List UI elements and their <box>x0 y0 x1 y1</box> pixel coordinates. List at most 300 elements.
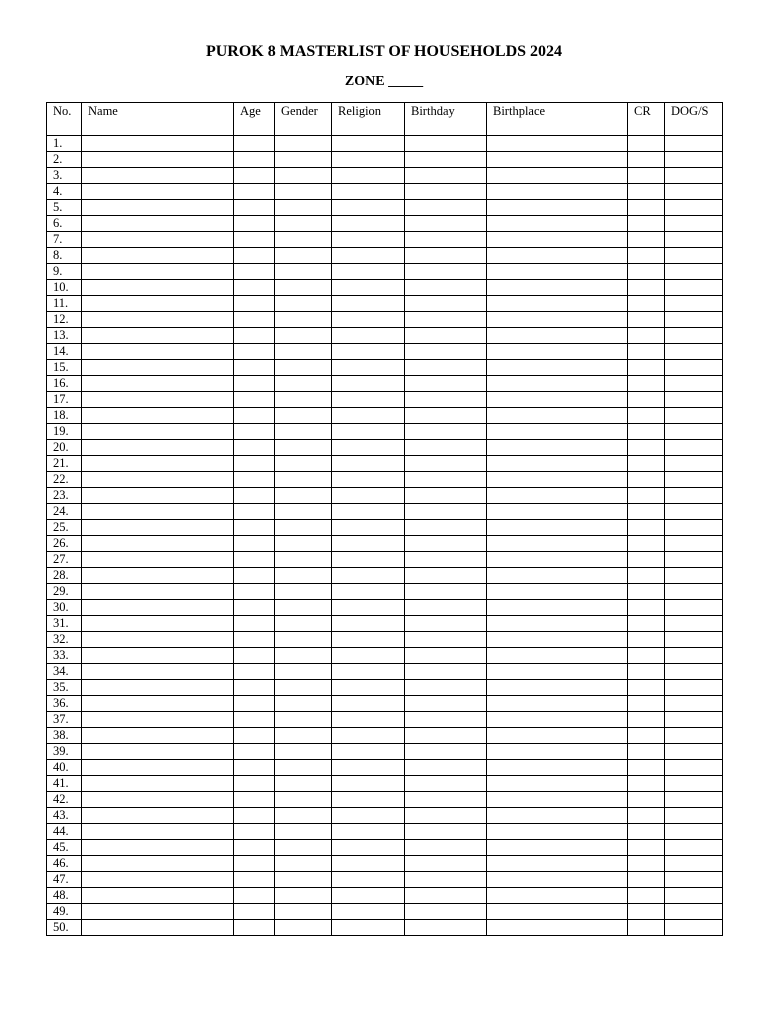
cell-birthday <box>405 792 487 808</box>
cell-name <box>82 344 234 360</box>
cell-cr <box>628 648 665 664</box>
cell-name <box>82 488 234 504</box>
cell-religion <box>332 552 405 568</box>
cell-birthplace <box>487 664 628 680</box>
cell-name <box>82 840 234 856</box>
cell-age <box>234 584 275 600</box>
cell-dogs <box>665 680 723 696</box>
table-row <box>47 696 723 712</box>
cell-age <box>234 488 275 504</box>
cell-gender <box>275 376 332 392</box>
cell-cr <box>628 376 665 392</box>
cell-birthplace <box>487 824 628 840</box>
cell-age <box>234 424 275 440</box>
table-row <box>47 664 723 680</box>
table-row <box>47 360 723 376</box>
cell-cr <box>628 856 665 872</box>
table-row <box>47 632 723 648</box>
cell-birthday <box>405 472 487 488</box>
cell-gender <box>275 536 332 552</box>
cell-name <box>82 616 234 632</box>
row-number: 6. <box>47 216 82 232</box>
cell-age <box>234 792 275 808</box>
cell-birthplace <box>487 728 628 744</box>
table-row <box>47 760 723 776</box>
cell-name <box>82 568 234 584</box>
cell-cr <box>628 392 665 408</box>
cell-cr <box>628 408 665 424</box>
cell-birthplace <box>487 744 628 760</box>
cell-name <box>82 760 234 776</box>
cell-birthday <box>405 616 487 632</box>
cell-religion <box>332 616 405 632</box>
cell-gender <box>275 152 332 168</box>
cell-name <box>82 584 234 600</box>
cell-cr <box>628 360 665 376</box>
cell-birthday <box>405 680 487 696</box>
table-row <box>47 728 723 744</box>
cell-age <box>234 520 275 536</box>
cell-birthplace <box>487 504 628 520</box>
table-row <box>47 856 723 872</box>
cell-gender <box>275 920 332 936</box>
cell-religion <box>332 856 405 872</box>
row-number: 8. <box>47 248 82 264</box>
cell-religion <box>332 728 405 744</box>
cell-birthday <box>405 520 487 536</box>
cell-gender <box>275 392 332 408</box>
row-number: 31. <box>47 616 82 632</box>
table-row <box>47 408 723 424</box>
cell-gender <box>275 488 332 504</box>
cell-birthday <box>405 440 487 456</box>
table-row <box>47 744 723 760</box>
cell-age <box>234 168 275 184</box>
cell-gender <box>275 888 332 904</box>
table-row <box>47 888 723 904</box>
cell-birthday <box>405 360 487 376</box>
cell-gender <box>275 520 332 536</box>
cell-religion <box>332 216 405 232</box>
cell-birthplace <box>487 216 628 232</box>
cell-birthplace <box>487 840 628 856</box>
cell-birthday <box>405 696 487 712</box>
cell-dogs <box>665 488 723 504</box>
table-header-row <box>47 103 723 136</box>
cell-religion <box>332 808 405 824</box>
cell-birthday <box>405 280 487 296</box>
cell-dogs <box>665 568 723 584</box>
cell-birthplace <box>487 328 628 344</box>
cell-dogs <box>665 136 723 152</box>
cell-cr <box>628 200 665 216</box>
cell-cr <box>628 680 665 696</box>
cell-name <box>82 136 234 152</box>
cell-birthday <box>405 904 487 920</box>
row-number: 3. <box>47 168 82 184</box>
cell-birthplace <box>487 904 628 920</box>
cell-gender <box>275 712 332 728</box>
household-masterlist-table <box>46 102 723 936</box>
cell-birthplace <box>487 312 628 328</box>
cell-religion <box>332 744 405 760</box>
cell-religion <box>332 296 405 312</box>
cell-name <box>82 808 234 824</box>
cell-name <box>82 856 234 872</box>
cell-birthday <box>405 184 487 200</box>
table-row <box>47 472 723 488</box>
cell-birthday <box>405 728 487 744</box>
header-religion: Religion <box>332 103 405 136</box>
cell-birthplace <box>487 680 628 696</box>
cell-dogs <box>665 424 723 440</box>
cell-religion <box>332 344 405 360</box>
table-row <box>47 680 723 696</box>
cell-cr <box>628 520 665 536</box>
cell-dogs <box>665 600 723 616</box>
cell-gender <box>275 136 332 152</box>
cell-birthplace <box>487 424 628 440</box>
cell-age <box>234 744 275 760</box>
cell-gender <box>275 296 332 312</box>
table-row <box>47 232 723 248</box>
cell-gender <box>275 680 332 696</box>
cell-birthday <box>405 600 487 616</box>
cell-birthplace <box>487 280 628 296</box>
cell-birthplace <box>487 600 628 616</box>
table-row <box>47 312 723 328</box>
cell-birthday <box>405 888 487 904</box>
cell-age <box>234 264 275 280</box>
cell-birthday <box>405 920 487 936</box>
cell-cr <box>628 824 665 840</box>
cell-age <box>234 920 275 936</box>
cell-dogs <box>665 776 723 792</box>
cell-cr <box>628 328 665 344</box>
cell-religion <box>332 328 405 344</box>
cell-dogs <box>665 552 723 568</box>
cell-dogs <box>665 904 723 920</box>
cell-gender <box>275 600 332 616</box>
cell-dogs <box>665 472 723 488</box>
table-row <box>47 648 723 664</box>
cell-gender <box>275 424 332 440</box>
cell-dogs <box>665 584 723 600</box>
cell-name <box>82 248 234 264</box>
table-row <box>47 264 723 280</box>
cell-birthplace <box>487 696 628 712</box>
cell-cr <box>628 632 665 648</box>
cell-birthday <box>405 488 487 504</box>
cell-name <box>82 392 234 408</box>
header-birthplace: Birthplace <box>487 103 628 136</box>
cell-age <box>234 776 275 792</box>
cell-age <box>234 872 275 888</box>
table-row <box>47 616 723 632</box>
cell-religion <box>332 456 405 472</box>
cell-cr <box>628 552 665 568</box>
table-row <box>47 536 723 552</box>
cell-gender <box>275 856 332 872</box>
cell-religion <box>332 152 405 168</box>
cell-religion <box>332 232 405 248</box>
cell-dogs <box>665 216 723 232</box>
cell-gender <box>275 840 332 856</box>
table-row <box>47 424 723 440</box>
cell-religion <box>332 568 405 584</box>
cell-religion <box>332 168 405 184</box>
row-number: 20. <box>47 440 82 456</box>
table-row <box>47 568 723 584</box>
cell-birthday <box>405 808 487 824</box>
cell-dogs <box>665 504 723 520</box>
row-number: 36. <box>47 696 82 712</box>
row-number: 33. <box>47 648 82 664</box>
cell-age <box>234 392 275 408</box>
cell-cr <box>628 296 665 312</box>
cell-religion <box>332 920 405 936</box>
cell-religion <box>332 200 405 216</box>
cell-name <box>82 312 234 328</box>
row-number: 12. <box>47 312 82 328</box>
row-number: 24. <box>47 504 82 520</box>
cell-religion <box>332 264 405 280</box>
table-row <box>47 840 723 856</box>
cell-age <box>234 696 275 712</box>
cell-birthday <box>405 312 487 328</box>
cell-gender <box>275 792 332 808</box>
cell-birthplace <box>487 152 628 168</box>
cell-cr <box>628 184 665 200</box>
row-number: 46. <box>47 856 82 872</box>
table-row <box>47 184 723 200</box>
cell-gender <box>275 264 332 280</box>
cell-name <box>82 664 234 680</box>
row-number: 25. <box>47 520 82 536</box>
table-row <box>47 392 723 408</box>
cell-cr <box>628 712 665 728</box>
cell-name <box>82 328 234 344</box>
row-number: 4. <box>47 184 82 200</box>
cell-birthplace <box>487 200 628 216</box>
table-row <box>47 488 723 504</box>
cell-religion <box>332 760 405 776</box>
row-number: 37. <box>47 712 82 728</box>
cell-birthplace <box>487 616 628 632</box>
cell-cr <box>628 312 665 328</box>
cell-name <box>82 872 234 888</box>
cell-dogs <box>665 696 723 712</box>
table-row <box>47 168 723 184</box>
cell-birthday <box>405 648 487 664</box>
header-birthday: Birthday <box>405 103 487 136</box>
table-row <box>47 136 723 152</box>
cell-dogs <box>665 376 723 392</box>
cell-birthplace <box>487 232 628 248</box>
cell-gender <box>275 696 332 712</box>
cell-age <box>234 504 275 520</box>
row-number: 2. <box>47 152 82 168</box>
cell-religion <box>332 488 405 504</box>
cell-name <box>82 376 234 392</box>
table-row <box>47 280 723 296</box>
cell-religion <box>332 904 405 920</box>
cell-dogs <box>665 920 723 936</box>
cell-dogs <box>665 744 723 760</box>
cell-gender <box>275 808 332 824</box>
cell-birthday <box>405 296 487 312</box>
cell-name <box>82 280 234 296</box>
cell-gender <box>275 616 332 632</box>
cell-religion <box>332 424 405 440</box>
row-number: 10. <box>47 280 82 296</box>
header-gender: Gender <box>275 103 332 136</box>
cell-gender <box>275 904 332 920</box>
cell-cr <box>628 792 665 808</box>
row-number: 1. <box>47 136 82 152</box>
header-cr: CR <box>628 103 665 136</box>
cell-cr <box>628 808 665 824</box>
cell-religion <box>332 312 405 328</box>
cell-birthday <box>405 568 487 584</box>
cell-age <box>234 472 275 488</box>
cell-birthday <box>405 232 487 248</box>
cell-age <box>234 360 275 376</box>
cell-religion <box>332 440 405 456</box>
cell-birthday <box>405 424 487 440</box>
cell-gender <box>275 824 332 840</box>
cell-age <box>234 760 275 776</box>
cell-gender <box>275 408 332 424</box>
table-row <box>47 552 723 568</box>
cell-birthplace <box>487 520 628 536</box>
cell-dogs <box>665 360 723 376</box>
row-number: 42. <box>47 792 82 808</box>
row-number: 39. <box>47 744 82 760</box>
cell-birthplace <box>487 888 628 904</box>
cell-gender <box>275 344 332 360</box>
cell-gender <box>275 360 332 376</box>
cell-birthplace <box>487 456 628 472</box>
row-number: 17. <box>47 392 82 408</box>
cell-name <box>82 520 234 536</box>
cell-religion <box>332 408 405 424</box>
row-number: 7. <box>47 232 82 248</box>
cell-gender <box>275 776 332 792</box>
cell-name <box>82 504 234 520</box>
cell-religion <box>332 504 405 520</box>
cell-dogs <box>665 248 723 264</box>
cell-cr <box>628 696 665 712</box>
table-row <box>47 440 723 456</box>
cell-age <box>234 312 275 328</box>
header-dogs: DOG/S <box>665 103 723 136</box>
cell-dogs <box>665 456 723 472</box>
cell-name <box>82 600 234 616</box>
cell-birthday <box>405 712 487 728</box>
cell-name <box>82 824 234 840</box>
row-number: 9. <box>47 264 82 280</box>
cell-name <box>82 776 234 792</box>
row-number: 30. <box>47 600 82 616</box>
cell-dogs <box>665 312 723 328</box>
row-number: 27. <box>47 552 82 568</box>
cell-age <box>234 536 275 552</box>
cell-cr <box>628 920 665 936</box>
cell-age <box>234 680 275 696</box>
cell-gender <box>275 216 332 232</box>
cell-birthplace <box>487 632 628 648</box>
cell-name <box>82 536 234 552</box>
cell-gender <box>275 312 332 328</box>
cell-name <box>82 552 234 568</box>
cell-name <box>82 264 234 280</box>
cell-birthday <box>405 328 487 344</box>
cell-religion <box>332 536 405 552</box>
cell-dogs <box>665 536 723 552</box>
cell-dogs <box>665 760 723 776</box>
cell-dogs <box>665 200 723 216</box>
cell-religion <box>332 136 405 152</box>
table-row <box>47 152 723 168</box>
cell-birthplace <box>487 408 628 424</box>
row-number: 47. <box>47 872 82 888</box>
cell-birthplace <box>487 568 628 584</box>
cell-gender <box>275 504 332 520</box>
cell-name <box>82 920 234 936</box>
cell-birthplace <box>487 920 628 936</box>
cell-name <box>82 648 234 664</box>
cell-gender <box>275 456 332 472</box>
table-row <box>47 776 723 792</box>
cell-cr <box>628 232 665 248</box>
cell-name <box>82 296 234 312</box>
table-row <box>47 824 723 840</box>
cell-gender <box>275 568 332 584</box>
cell-name <box>82 200 234 216</box>
cell-age <box>234 296 275 312</box>
cell-cr <box>628 568 665 584</box>
cell-birthplace <box>487 168 628 184</box>
cell-birthplace <box>487 392 628 408</box>
cell-name <box>82 680 234 696</box>
cell-birthplace <box>487 440 628 456</box>
table-row <box>47 792 723 808</box>
table-row <box>47 344 723 360</box>
cell-religion <box>332 680 405 696</box>
document-title: PUROK 8 MASTERLIST OF HOUSEHOLDS 2024 <box>205 43 563 60</box>
row-number: 48. <box>47 888 82 904</box>
row-number: 15. <box>47 360 82 376</box>
row-number: 32. <box>47 632 82 648</box>
cell-name <box>82 184 234 200</box>
header-name: Name <box>82 103 234 136</box>
cell-cr <box>628 216 665 232</box>
cell-religion <box>332 392 405 408</box>
cell-gender <box>275 280 332 296</box>
cell-religion <box>332 648 405 664</box>
cell-birthplace <box>487 808 628 824</box>
cell-birthplace <box>487 136 628 152</box>
table-row <box>47 920 723 936</box>
row-number: 29. <box>47 584 82 600</box>
cell-religion <box>332 472 405 488</box>
cell-cr <box>628 168 665 184</box>
cell-birthday <box>405 824 487 840</box>
row-number: 19. <box>47 424 82 440</box>
cell-dogs <box>665 648 723 664</box>
cell-dogs <box>665 328 723 344</box>
